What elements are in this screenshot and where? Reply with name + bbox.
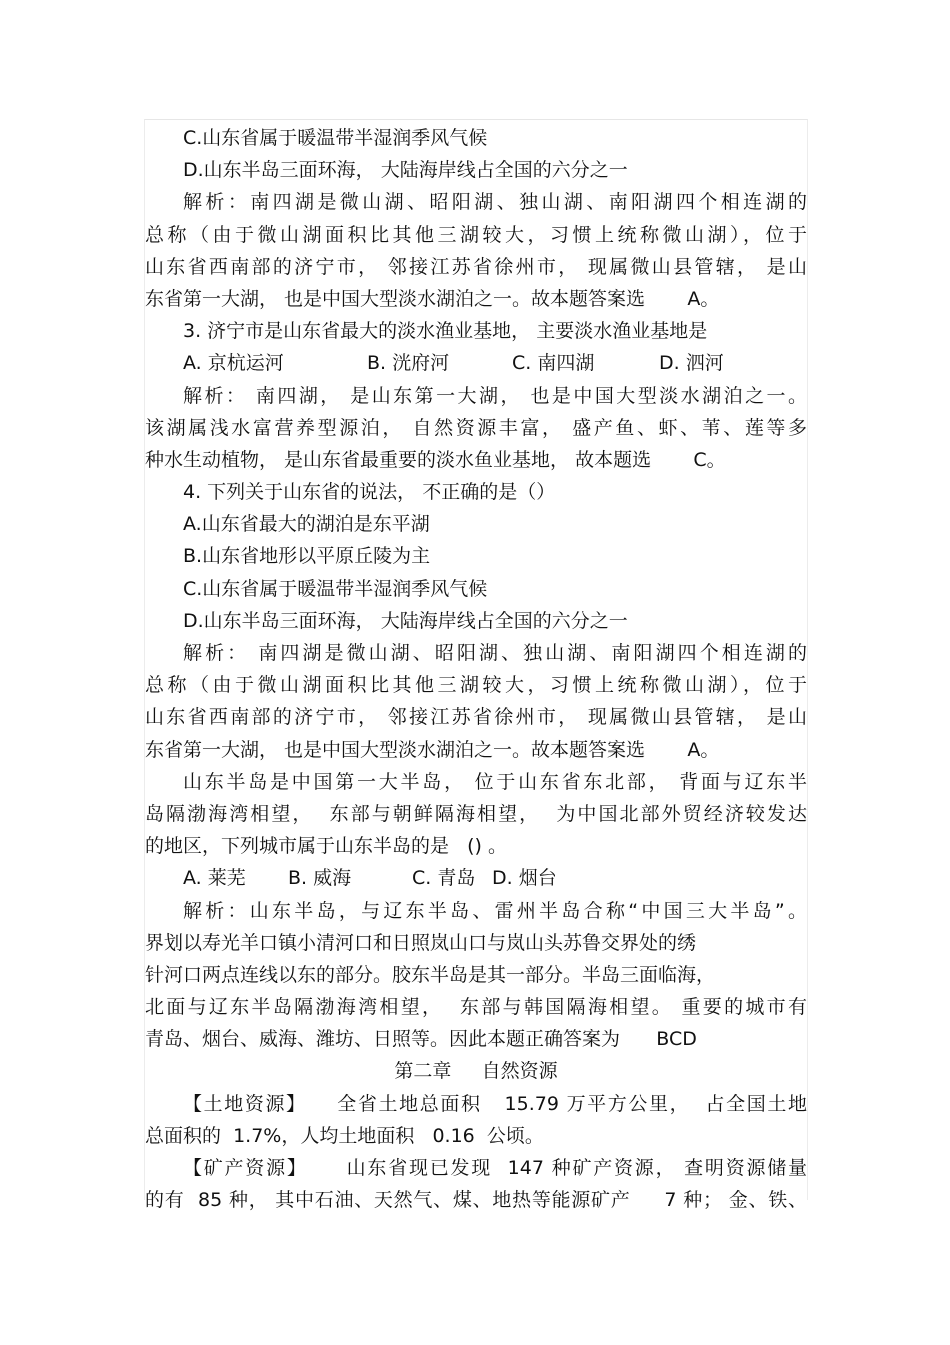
text-line: 山东省西南部的济宁市， 邻接江苏省徐州市， 现属微山县管辖， 是山 [145, 706, 807, 729]
text-line: 3. 济宁市是山东省最大的淡水渔业基地， 主要淡水渔业基地是 [183, 320, 708, 343]
text-line: 岛隔渤海湾相望， 东部与朝鲜隔海相望， 为中国北部外贸经济较发达 [145, 802, 807, 825]
option-item: C. 青岛 [412, 867, 476, 890]
text-line: 东省第一大湖， 也是中国大型淡水湖泊之一。故本题答案选 A。 [145, 287, 720, 310]
text-line: 该湖属浅水富营养型源泊， 自然资源丰富， 盛产鱼、虾、苇、莲等多 [145, 416, 807, 439]
option-item: C. 南四湖 [512, 352, 595, 375]
text-line: 的地区，下列城市属于山东半岛的是 () 。 [145, 835, 507, 858]
text-line: 东省第一大湖， 也是中国大型淡水湖泊之一。故本题答案选 A。 [145, 738, 720, 761]
text-line: 解析：山东半岛，与辽东半岛、雷州半岛合称“中国三大半岛”。 [183, 899, 807, 922]
text-line: B.山东省地形以平原丘陵为主 [183, 545, 431, 568]
text-line: A.山东省最大的湖泊是东平湖 [183, 513, 430, 536]
text-line: 【土地资源】 全省土地总面积 15.79 万平方公里， 占全国土地 [183, 1092, 807, 1115]
text-line: 4. 下列关于山东省的说法， 不正确的是（） [183, 481, 556, 504]
chapter-title: 第二章 自然资源 [394, 1060, 558, 1083]
option-item: B. 威海 [288, 867, 352, 890]
option-row [145, 347, 807, 379]
text-line: 的有 85 种， 其中石油、天然气、煤、地热等能源矿产 7 种； 金、铁、 [145, 1189, 807, 1212]
text-line: D.山东半岛三面环海， 大陆海岸线占全国的六分之一 [183, 609, 628, 632]
option-item: D. 烟台 [492, 867, 557, 890]
document-body [145, 122, 807, 1216]
text-line: 总面积的 1.7%，人均土地面积 0.16 公顷。 [145, 1124, 544, 1147]
option-item: B. 洸府河 [367, 352, 450, 375]
option-item: A. 莱芜 [183, 867, 246, 890]
text-line: 青岛、烟台、威海、潍坊、日照等。因此本题正确答案为 BCD [145, 1028, 697, 1051]
text-line: D.山东半岛三面环海， 大陆海岸线占全国的六分之一 [183, 159, 628, 182]
text-line: 解析：南四湖是微山湖、昭阳湖、独山湖、南阳湖四个相连湖的 [183, 191, 807, 214]
text-line: 解析： 南四湖是微山湖、昭阳湖、独山湖、南阳湖四个相连湖的 [183, 642, 807, 664]
text-line: 种水生动植物， 是山东省最重要的淡水鱼业基地， 故本题选 C。 [145, 448, 726, 471]
text-line: 【矿产资源】 山东省现已发现 147 种矿产资源， 查明资源储量 [183, 1157, 807, 1179]
text-line: 针河口两点连线以东的部分。胶东半岛是其一部分。半岛三面临海， [145, 963, 716, 986]
text-line: 解析： 南四湖， 是山东第一大湖， 也是中国大型淡水湖泊之一。 [183, 384, 807, 407]
text-line: 山东半岛是中国第一大半岛， 位于山东省东北部， 背面与辽东半 [183, 770, 807, 793]
option-row [145, 862, 807, 894]
text-line: 总称（由于微山湖面积比其他三湖较大，习惯上统称微山湖），位于 [145, 223, 807, 246]
text-line: 界划以寿光羊口镇小清河口和日照岚山口与岚山头苏鲁交界处的绣 [145, 931, 697, 954]
text-line: C.山东省属于暖温带半湿润季风气候 [183, 127, 488, 149]
text-line: 北面与辽东半岛隔渤海湾相望， 东部与韩国隔海相望。 重要的城市有 [145, 996, 807, 1019]
text-line: 山东省西南部的济宁市， 邻接江苏省徐州市， 现属微山县管辖， 是山 [145, 255, 807, 278]
text-line: 总称（由于微山湖面积比其他三湖较大，习惯上统称微山湖），位于 [145, 674, 807, 697]
option-item: A. 京杭运河 [183, 352, 284, 375]
option-item: D. 泗河 [659, 352, 724, 375]
document-page [144, 119, 808, 1212]
text-line: C.山东省属于暖温带半湿润季风气候 [183, 577, 488, 600]
